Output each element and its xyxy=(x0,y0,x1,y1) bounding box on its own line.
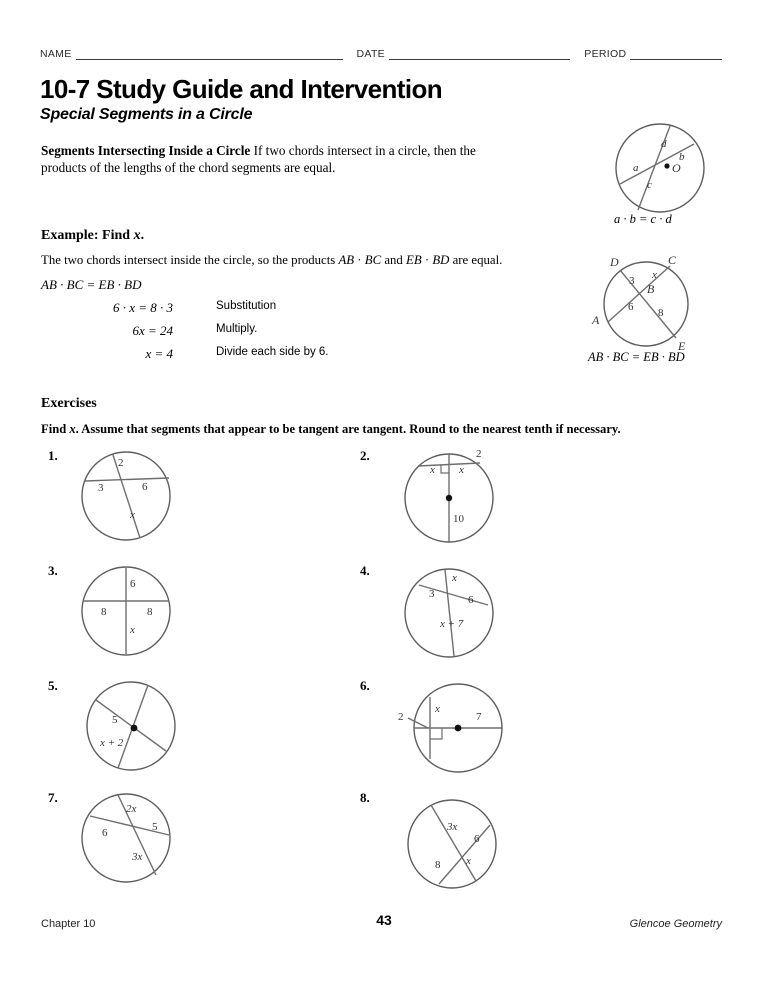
concept-label-center-o: O xyxy=(672,161,681,175)
exercise-3-label-8-left: 8 xyxy=(101,606,107,618)
exercise-6-center-dot xyxy=(455,725,462,732)
exercise-2-label-2: 2 xyxy=(476,448,482,460)
exercise-4-label-6: 6 xyxy=(468,594,474,606)
concept-circle xyxy=(616,124,704,212)
exercise-7 xyxy=(48,790,228,890)
exercise-7-label-2x: 2x xyxy=(126,803,137,815)
example-heading xyxy=(41,228,144,244)
concept-paragraph xyxy=(41,142,521,176)
student-info-line xyxy=(40,42,722,60)
concept-term: Segments Intersecting Inside a Circle xyxy=(41,143,251,158)
example-step-1 xyxy=(41,300,461,323)
exercise-1-label-3: 3 xyxy=(98,482,104,494)
example-step-3 xyxy=(41,346,461,369)
exercise-2-center-dot xyxy=(446,495,452,501)
exercise-3-label-6: 6 xyxy=(130,578,136,590)
example-label-3: 3 xyxy=(629,275,635,287)
exercise-3-figure xyxy=(74,561,182,661)
concept-figure-caption: a · b = c · d xyxy=(614,212,672,226)
exercise-6-number: 6. xyxy=(360,678,370,693)
exercise-2 xyxy=(360,448,540,548)
exercise-6 xyxy=(360,678,540,778)
exercise-4-label-3: 3 xyxy=(429,588,435,600)
exercise-8-label-6: 6 xyxy=(474,833,480,845)
exercise-6-figure xyxy=(400,678,516,778)
example-figure xyxy=(588,252,708,356)
exercise-1-chord-horizontal xyxy=(85,478,169,481)
exercise-7-label-3x: 3x xyxy=(132,851,143,863)
exercise-2-right-angle-mark xyxy=(441,465,449,473)
example-heading-variable: x xyxy=(133,228,141,243)
concept-body: If two chords intersect in a circle, then the products of the lengths of the chord segments are equal. xyxy=(41,143,476,175)
exercise-8-label-3x: 3x xyxy=(447,821,458,833)
exercise-7-label-6: 6 xyxy=(102,827,108,839)
example-step-2-expression: 6x = 24 xyxy=(132,323,173,338)
example-point-e: E xyxy=(678,339,686,353)
exercise-8-figure xyxy=(400,794,512,894)
exercise-4-label-x-plus-7: x + 7 xyxy=(440,618,464,630)
example-step-1-reason: Substitution xyxy=(216,300,277,312)
exercise-8 xyxy=(360,790,540,890)
example-point-d: D xyxy=(610,255,619,269)
footer-publisher: Glencoe Geometry xyxy=(629,918,722,930)
concept-label-b: b xyxy=(679,151,685,163)
example-step-2-reason: Multiply. xyxy=(216,323,258,335)
exercise-8-circle xyxy=(408,800,496,888)
exercise-2-figure xyxy=(396,446,506,548)
exercise-7-chord-2 xyxy=(118,795,156,875)
exercise-7-label-5: 5 xyxy=(152,821,158,833)
exercise-4-number: 4. xyxy=(360,563,370,578)
exercise-5 xyxy=(48,678,228,778)
exercise-5-label-5: 5 xyxy=(112,714,118,726)
exercise-3-number: 3. xyxy=(48,563,58,578)
name-input-line[interactable] xyxy=(76,48,343,60)
example-equation: AB · BC = EB · BD xyxy=(41,277,142,292)
concept-figure xyxy=(608,118,712,218)
exercise-5-figure xyxy=(78,676,188,776)
example-step-3-reason: Divide each side by 6. xyxy=(216,346,329,358)
exercise-1-figure xyxy=(74,446,182,546)
example-point-a: A xyxy=(592,313,600,327)
example-label-6: 6 xyxy=(628,301,634,313)
exercise-2-number: 2. xyxy=(360,448,370,463)
exercise-3 xyxy=(48,563,228,663)
exercise-1-label-6: 6 xyxy=(142,481,148,493)
exercise-6-right-angle-mark xyxy=(430,728,442,739)
exercise-8-label-x: x xyxy=(466,855,471,867)
exercise-3-label-8-right: 8 xyxy=(147,606,153,618)
exercise-6-label-7: 7 xyxy=(476,711,482,723)
exercise-8-label-8: 8 xyxy=(435,859,441,871)
exercise-7-figure xyxy=(74,788,184,888)
footer-chapter: Chapter 10 xyxy=(41,918,96,930)
example-label-x: x xyxy=(652,269,657,281)
example-point-b: B xyxy=(647,282,655,296)
name-label: NAME xyxy=(40,48,72,60)
example-circle xyxy=(604,262,688,346)
exercises-instructions: Find x. Assume that segments that appear to be tangent are tangent. Round to the nearest tenth if necessary. xyxy=(41,422,621,436)
date-label: DATE xyxy=(356,48,385,60)
period-input-line[interactable] xyxy=(630,48,722,60)
exercise-4-label-x: x xyxy=(452,572,457,584)
example-step-3-expression: x = 4 xyxy=(145,346,173,361)
exercise-5-label-x-plus-2: x + 2 xyxy=(100,737,124,749)
concept-label-d: d xyxy=(661,138,667,150)
exercise-6-leader-line xyxy=(408,718,428,728)
page-title: 10-7 Study Guide and Intervention xyxy=(40,74,443,104)
date-input-line[interactable] xyxy=(389,48,570,60)
exercise-1-label-x: x xyxy=(130,509,135,521)
concept-label-c: c xyxy=(647,179,652,191)
exercise-4 xyxy=(360,563,540,663)
period-label: PERIOD xyxy=(584,48,627,60)
exercise-2-label-x-left: x xyxy=(430,464,435,476)
exercise-1-number: 1. xyxy=(48,448,58,463)
example-step-1-expression: 6 · x = 8 · 3 xyxy=(112,300,173,315)
exercise-6-label-x: x xyxy=(435,703,440,715)
exercise-5-number: 5. xyxy=(48,678,58,693)
exercise-4-figure xyxy=(396,561,506,663)
exercise-7-number: 7. xyxy=(48,790,58,805)
exercises-heading: Exercises xyxy=(41,396,97,411)
exercise-1 xyxy=(48,448,228,548)
example-heading-text: Example: Find xyxy=(41,228,134,243)
example-figure-caption: AB · BC = EB · BD xyxy=(588,350,685,364)
exercise-6-label-2: 2 xyxy=(398,711,404,723)
exercise-1-label-2: 2 xyxy=(118,457,124,469)
exercise-2-label-10: 10 xyxy=(453,513,464,525)
example-description: The two chords intersect inside the circle, so the products AB · BC and EB · BD are equal. xyxy=(41,253,503,267)
concept-chord-1 xyxy=(620,144,694,184)
exercise-2-label-x-right: x xyxy=(459,464,464,476)
example-heading-period: . xyxy=(140,228,145,243)
concept-label-a: a xyxy=(633,162,639,174)
footer-page-number: 43 xyxy=(376,912,392,928)
page-subtitle: Special Segments in a Circle xyxy=(40,106,253,123)
example-step-2 xyxy=(41,323,461,346)
example-point-c: C xyxy=(668,253,677,267)
concept-center-dot xyxy=(664,163,669,168)
exercise-3-label-x: x xyxy=(130,624,135,636)
exercise-5-intersection-dot xyxy=(131,725,138,732)
exercise-8-number: 8. xyxy=(360,790,370,805)
example-label-8: 8 xyxy=(658,307,664,319)
example-steps xyxy=(41,300,461,369)
